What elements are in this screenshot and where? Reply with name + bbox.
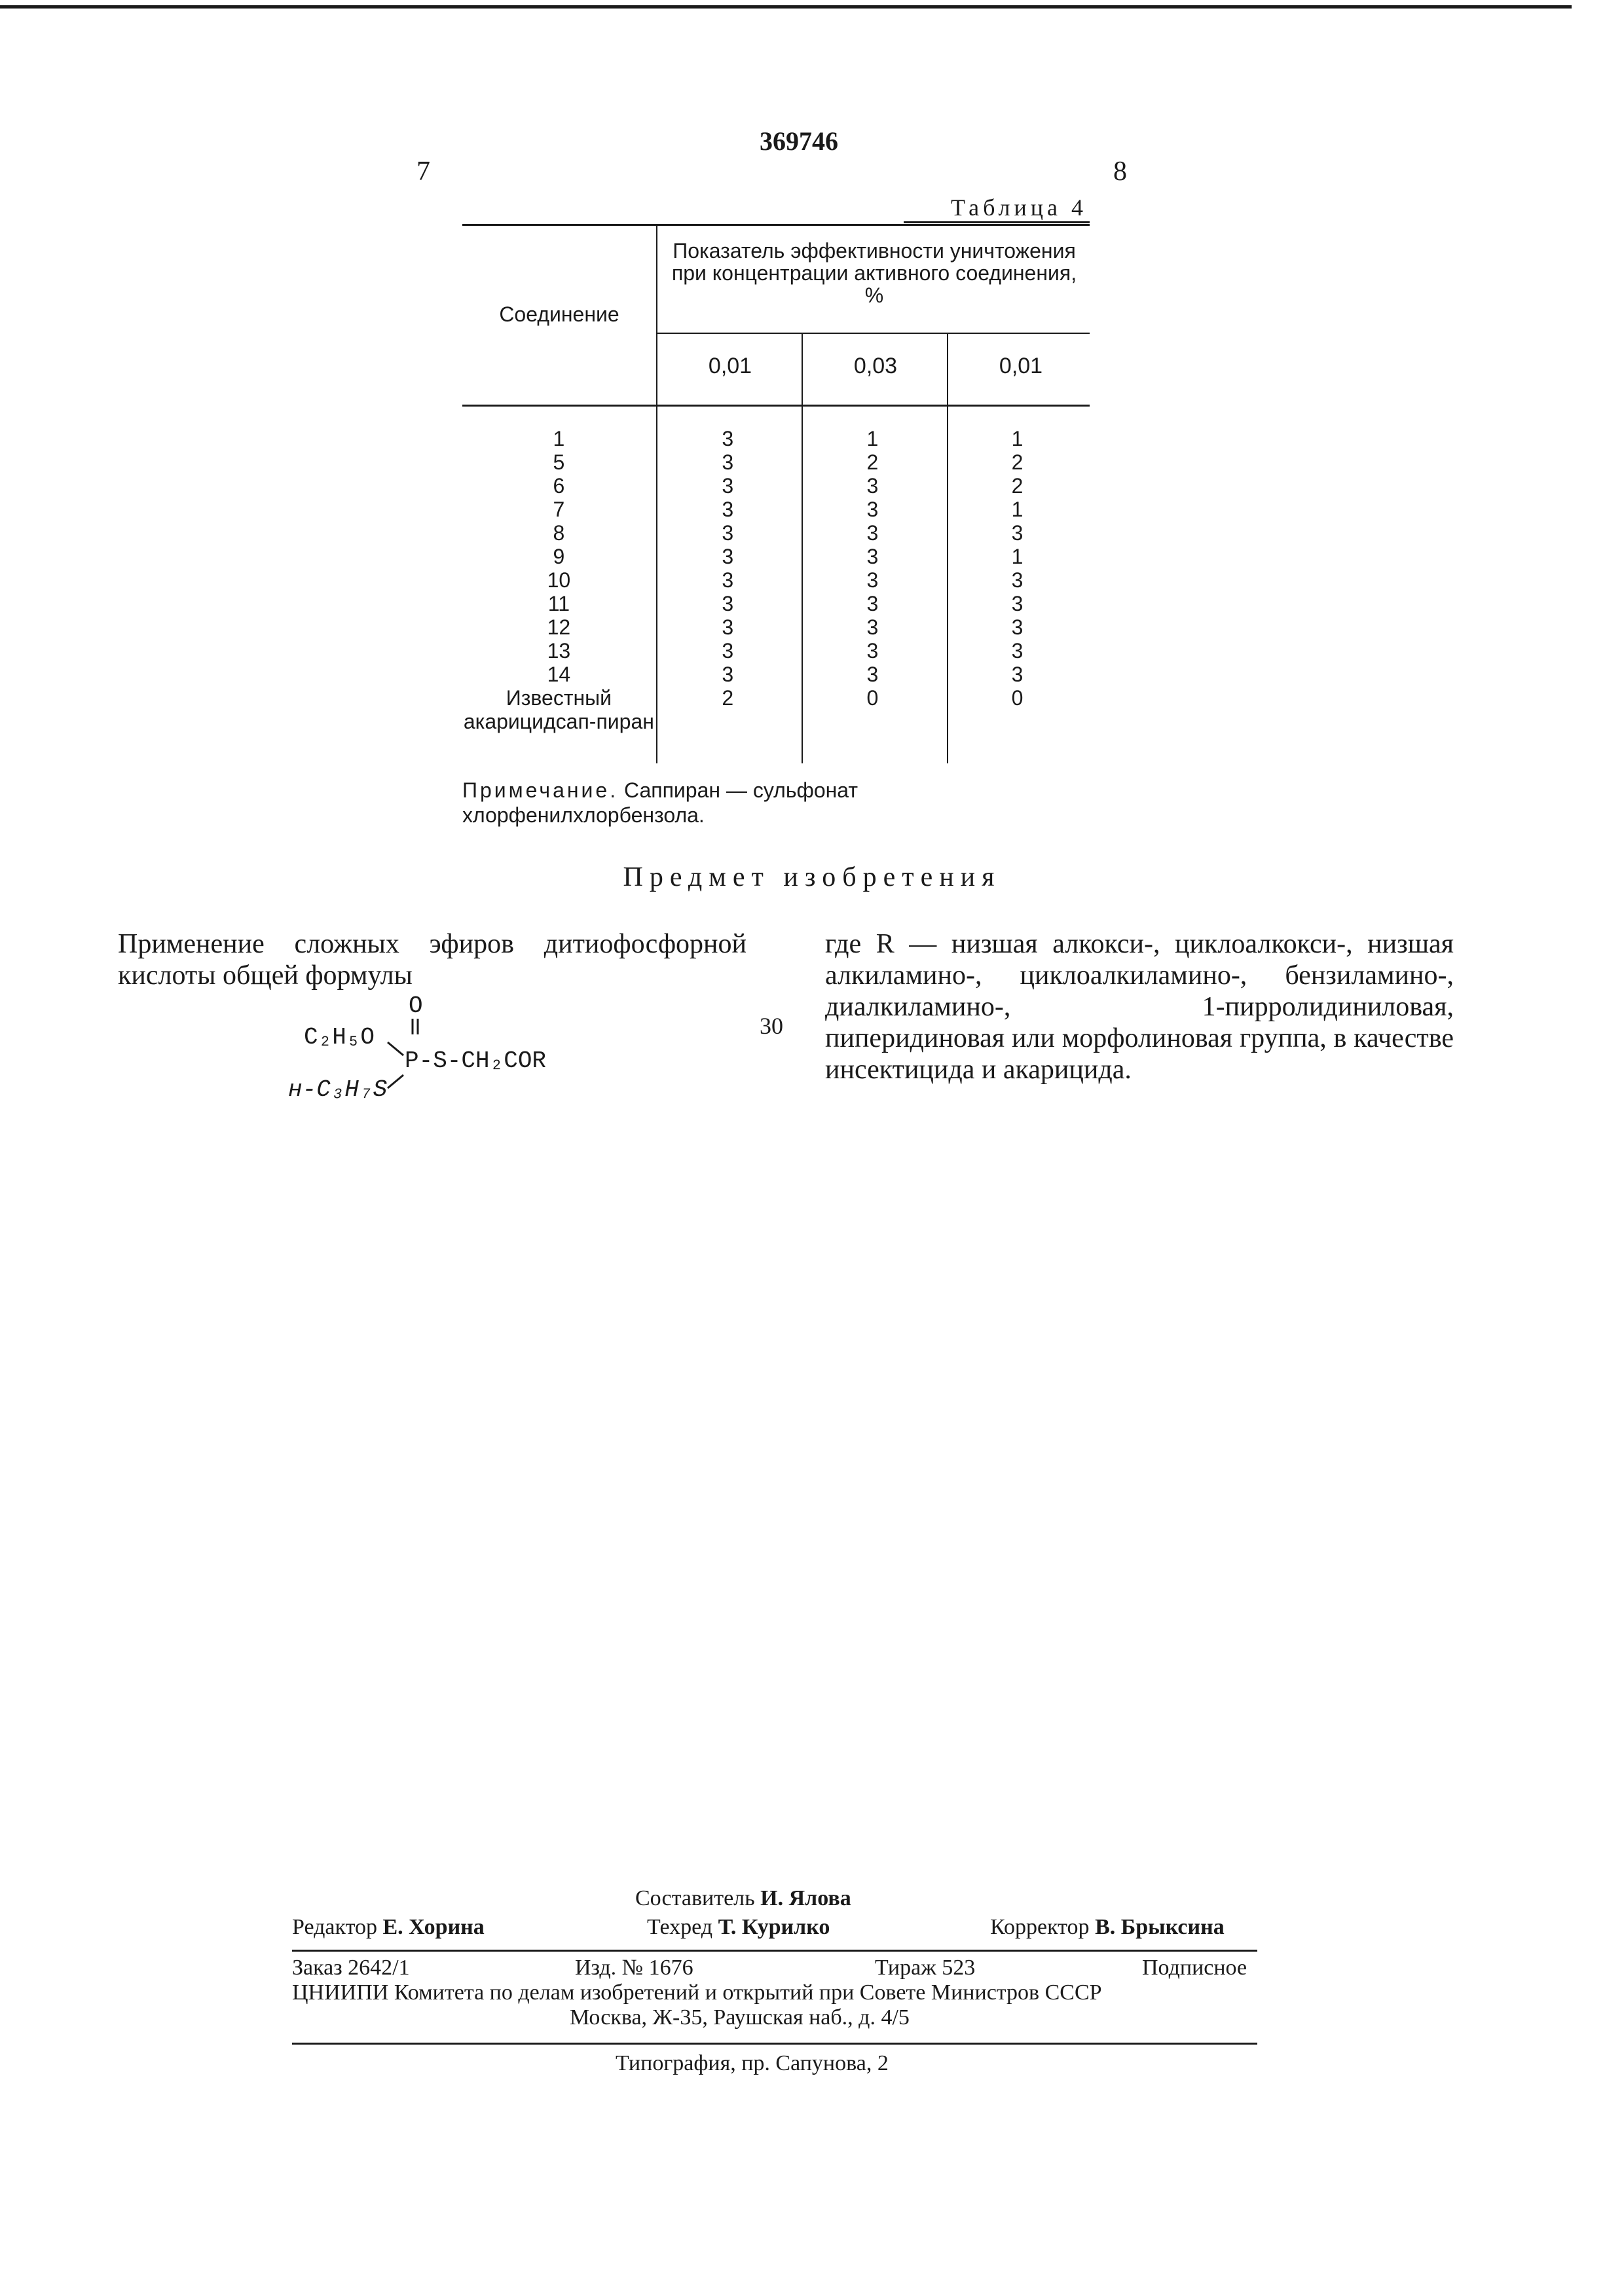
table-row [462,639,1090,663]
table-note [462,778,1104,828]
corrector-name: В. Брыксина [1095,1915,1225,1939]
table-row [462,498,1090,521]
table-row [462,663,1090,686]
value-cell: 3 [722,545,734,568]
value-cell: 3 [866,663,879,686]
table-row [462,686,1090,733]
table-row [462,521,1090,545]
concentration-header: 0,01 [708,354,752,378]
value-cell: 2 [866,450,879,474]
value-cell: 1 [866,427,879,450]
compound-cell: 11 [547,592,570,615]
concentration-header: 0,01 [999,354,1043,378]
value-cell: 3 [1011,615,1024,639]
page-number-left: 7 [416,156,430,187]
value-cell: 2 [1011,474,1024,498]
line-number: 30 [760,1013,783,1039]
value-cell: 3 [722,663,734,686]
compound-cell: 7 [553,498,565,521]
value-cell: 3 [866,568,879,592]
claim-text-left: Применение сложных эфиров дитиофосфорной кислоты общей формулы [118,929,747,991]
order-number: Заказ 2642/1 [292,1956,410,1980]
value-cell: 3 [722,615,734,639]
table-row [462,592,1090,615]
techred-credit [647,1914,830,1941]
value-cell: 3 [1011,592,1024,615]
table-caption: Таблица 4 [951,194,1087,221]
compound-cell: 12 [547,615,571,639]
editor-name: Е. Хорина [382,1915,485,1939]
compound-cell: 8 [553,521,565,545]
techred-name: Т. Курилко [718,1915,830,1939]
value-cell: 2 [722,686,734,710]
table-row [462,615,1090,639]
table-caption-rule [904,221,1090,223]
concentration-header: 0,03 [853,354,898,378]
value-cell: 3 [722,427,734,450]
value-cell: 3 [722,521,734,545]
note-text: Саппиран — сульфонат хлорфенилхлорбензола. [462,778,858,827]
printing-house: Типография, пр. Сапунова, 2 [616,2051,889,2075]
compound-cell: Известный акарицидсап-пиран [463,686,654,733]
compiler-name: И. Ялова [760,1886,851,1910]
value-cell: 3 [722,498,734,521]
compiler-credit [635,1886,851,1912]
note-label: Примечание. [462,778,619,802]
table-row [462,545,1090,568]
top-rule [0,5,1572,9]
compiler-label: Составитель [635,1886,755,1910]
section-heading: Предмет изобретения [623,862,1001,892]
compound-cell: 1 [553,427,565,450]
table-row [462,568,1090,592]
value-cell: 3 [866,521,879,545]
value-cell: 3 [1011,521,1024,545]
formula-ethoxy: C₂H₅O [304,1024,375,1051]
compound-cell: 9 [553,545,565,568]
table-row [462,427,1090,450]
publisher-line: ЦНИИПИ Комитета по делам изобретений и открытий при Совете Министров СССР [292,1980,1102,2005]
corrector-credit [990,1914,1225,1941]
editor-credit [292,1914,485,1941]
value-cell: 0 [1011,686,1024,710]
value-cell: 3 [866,615,879,639]
value-cell: 1 [1011,545,1024,568]
print-run: Тираж 523 [875,1956,976,1980]
editor-label: Редактор [292,1915,377,1939]
table-header-rule [462,405,1090,407]
compound-cell: 13 [547,639,571,663]
table-row [462,450,1090,474]
compound-cell: 14 [547,663,571,686]
claim-text-right: где R — низшая алкокси-, циклоалкокси-, низшая алкиламино-, циклоалкиламино-, бензиламино-, диалкиламино-, 1-пирролидиниловая, пиперидиновая или морфолиновая группа, в качестве инсектицида и акарицида. [825,929,1454,1085]
value-cell: 3 [1011,639,1024,663]
footer-rule [292,2043,1257,2045]
value-cell: 3 [722,639,734,663]
publisher-address: Москва, Ж-35, Раушская наб., д. 4/5 [570,2005,910,2030]
compound-cell: 10 [547,568,571,592]
value-cell: 3 [722,592,734,615]
column-header-compound: Соединение [499,302,619,326]
techred-label: Техред [647,1915,713,1939]
value-cell: 3 [866,474,879,498]
value-cell: 0 [866,686,879,710]
patent-number: 369746 [760,126,838,156]
table-top-rule [462,224,1090,226]
value-cell: 3 [866,545,879,568]
page-number-right: 8 [1113,156,1127,187]
column-header-effectiveness: Показатель эффективности уничтожения при концентрации активного соединения, % [671,239,1077,307]
value-cell: 3 [866,498,879,521]
corrector-label: Корректор [990,1915,1090,1939]
formula-chain: P-S-CH₂COR [405,1048,547,1074]
value-cell: 3 [1011,663,1024,686]
chemical-formula [288,989,602,1120]
value-cell: 3 [866,592,879,615]
compound-cell: 6 [553,474,565,498]
compound-cell: 5 [553,450,565,474]
value-cell: 3 [722,450,734,474]
table-row [462,474,1090,498]
value-cell: 1 [1011,498,1024,521]
footer-rule [292,1950,1257,1952]
table-body [462,427,1090,733]
value-cell: 3 [1011,568,1024,592]
value-cell: 3 [866,639,879,663]
formula-oxygen: O [409,993,423,1019]
value-cell: 3 [722,568,734,592]
table-subheader-rule [657,333,1090,334]
value-cell: 3 [722,474,734,498]
value-cell: 2 [1011,450,1024,474]
value-cell: 1 [1011,427,1024,450]
formula-propylthio: н-C₃H₇S [288,1076,388,1103]
subscription-note: Подписное [1142,1956,1247,1980]
edition-number: Изд. № 1676 [575,1956,693,1980]
